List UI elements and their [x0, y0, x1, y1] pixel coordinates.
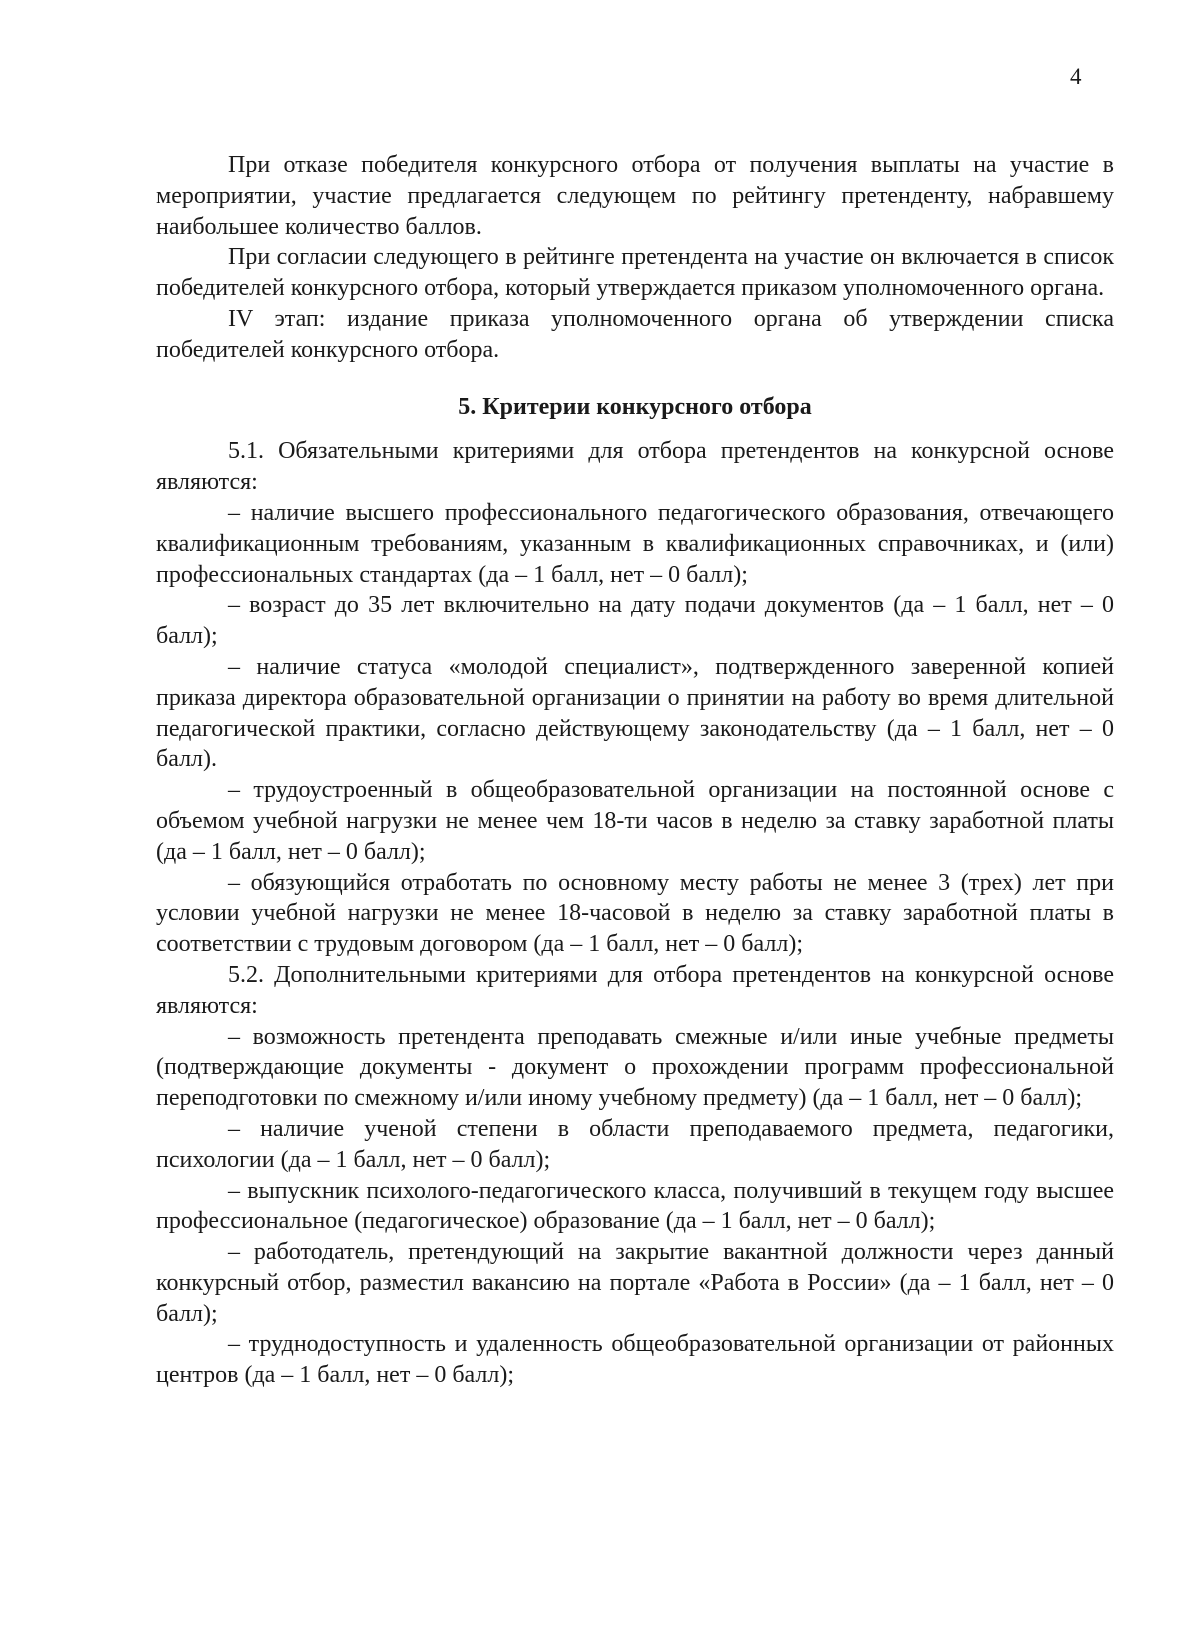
paragraph: 5.2. Дополнительными критериями для отбора претендентов на конкурсной основе являются: — [156, 961, 1114, 1019]
section-heading: 5. Критерии конкурсного отбора — [458, 393, 812, 420]
list-item: – работодатель, претендующий на закрытие вакантной должности через данный конкурсный отбор, разместил вакансию на портале «Работа в России» (да – 1 балл, нет – 0 балл); — [156, 1239, 1114, 1327]
list-item: – выпускник психолого-педагогического класса, получивший в текущем году высшее профессиональное (педагогическое) образование (да – 1 балл, нет – 0 балл); — [156, 1177, 1114, 1235]
document-body — [156, 150, 1114, 1391]
list-item: – возможность претендента преподавать смежные и/или иные учебные предметы (подтверждающие документы - документ о прохождении программ профессиональной переподготовки по смежному и/или иному учебному предмету) (да – 1 балл, нет – 0 балл); — [156, 1023, 1114, 1112]
paragraph: При согласии следующего в рейтинге претендента на участие он включается в список победителей конкурсного отбора, который утверждается приказом уполномоченного органа. — [156, 244, 1114, 302]
list-item: – трудоустроенный в общеобразовательной организации на постоянной основе с объемом учебной нагрузки не менее чем 18-ти часов в неделю за ставку заработной платы (да – 1 балл, нет – 0 балл); — [156, 777, 1114, 865]
paragraph: IV этап: издание приказа уполномоченного органа об утверждении списка победителей конкурсного отбора. — [156, 305, 1114, 363]
list-item: – обязующийся отработать по основному месту работы не менее 3 (трех) лет при условии учебной нагрузки не менее 18-часовой в неделю за ставку заработной платы в соответствии с трудовым договором (да – 1 балл, нет – 0 балл); — [156, 869, 1114, 958]
list-item: – возраст до 35 лет включительно на дату подачи документов (да – 1 балл, нет – 0 балл); — [156, 592, 1114, 650]
paragraph: 5.1. Обязательными критериями для отбора претендентов на конкурсной основе являются: — [156, 438, 1114, 496]
list-item: – труднодоступность и удаленность общеобразовательной организации от районных центров (да – 1 балл, нет – 0 балл); — [156, 1331, 1114, 1389]
list-item: – наличие высшего профессионального педагогического образования, отвечающего квалификационным требованиям, указанным в квалификационных справочниках, и (или) профессиональных стандартах (да – 1 балл, нет – 0 балл); — [156, 499, 1114, 588]
list-item: – наличие ученой степени в области преподаваемого предмета, педагогики, психологии (да – 1 балл, нет – 0 балл); — [156, 1115, 1114, 1173]
list-item: – наличие статуса «молодой специалист», подтвержденного заверенной копией приказа директора образовательной организации о принятии на работу во время длительной педагогической практики, согласно действующему законодательству (да – 1 балл, нет – 0 балл). — [156, 653, 1114, 773]
paragraph: При отказе победителя конкурсного отбора от получения выплаты на участие в мероприятии, участие предлагается следующем по рейтингу претенденту, набравшему наибольшее количество баллов. — [156, 152, 1114, 240]
page-number: 4 — [1070, 64, 1082, 89]
